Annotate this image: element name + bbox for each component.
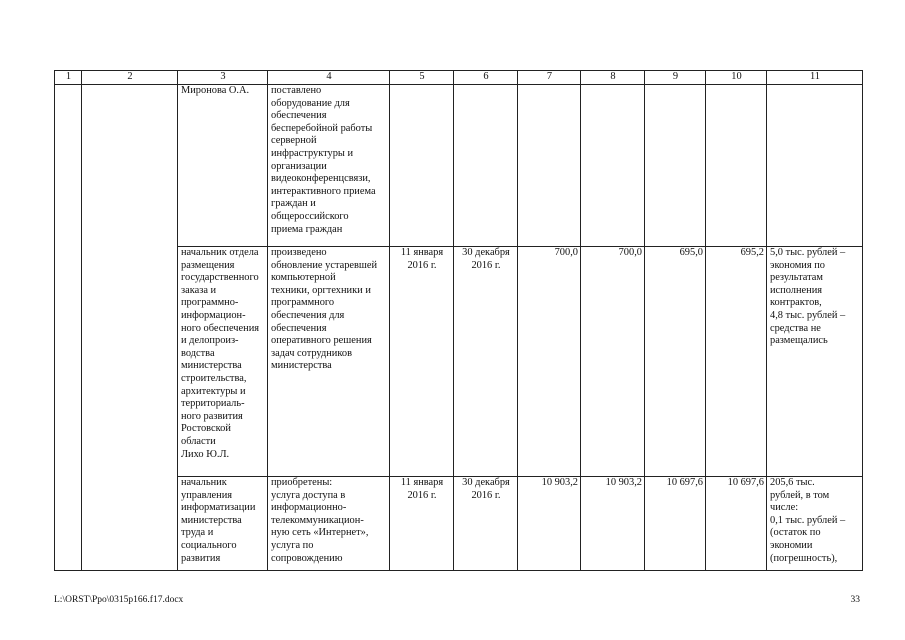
cell-result: поставлено оборудование для обеспечения бесперебойной работы серверной инфраструктуры и организации видеоконференцсвязи, интерактивного приема граждан и общероссийского приема граждан [268, 85, 390, 247]
cell-start-date: 11 января 2016 г. [390, 477, 454, 571]
cell-end-date [454, 85, 518, 247]
header-col-3: 3 [178, 71, 268, 85]
report-table [54, 70, 863, 571]
footer-page-number: 33 [850, 595, 860, 605]
cell-col-7 [518, 85, 581, 247]
cell-note: 205,6 тыс. рублей, в том числе: 0,1 тыс. рублей – (остаток по экономии (погрешность), [767, 477, 863, 571]
header-col-7: 7 [518, 71, 581, 85]
cell-col-10: 10 697,6 [706, 477, 767, 571]
header-col-5: 5 [390, 71, 454, 85]
cell-end-date: 30 декабря 2016 г. [454, 247, 518, 477]
cell-end-date: 30 декабря 2016 г. [454, 477, 518, 571]
cell-col-9 [645, 85, 706, 247]
cell-col-8: 10 903,2 [581, 477, 645, 571]
cell-col-9: 10 697,6 [645, 477, 706, 571]
cell-start-date: 11 января 2016 г. [390, 247, 454, 477]
cell-responsible: начальник отдела размещения государственного заказа и программно- информацион- ного обеспечения и делопроиз- водства министерства строительства, архитектуры и территориаль- ного развития Ростовской области Лихо Ю.Л. [178, 247, 268, 477]
cell-col-2-merged [82, 85, 178, 571]
cell-result: произведено обновление устаревшей компьютерной техники, оргтехники и программного обеспечения для обеспечения оперативного решения задач сотрудников министерства [268, 247, 390, 477]
header-row [55, 71, 863, 85]
cell-col-1-merged [55, 85, 82, 571]
cell-result: приобретены: услуга доступа в информационно- телекоммуникацион- ную сеть «Интернет», услуга по сопровождению [268, 477, 390, 571]
header-col-6: 6 [454, 71, 518, 85]
header-col-1: 1 [55, 71, 82, 85]
table-row [55, 85, 863, 247]
cell-col-8 [581, 85, 645, 247]
cell-col-7: 700,0 [518, 247, 581, 477]
footer-file-path: L:\ORST\Ppo\0315p166.f17.docx [54, 595, 184, 605]
cell-col-8: 700,0 [581, 247, 645, 477]
header-col-2: 2 [82, 71, 178, 85]
cell-responsible: Миронова О.А. [178, 85, 268, 247]
cell-note: 5,0 тыс. рублей – экономия по результатам исполнения контрактов, 4,8 тыс. рублей – средства не размещались [767, 247, 863, 477]
header-col-11: 11 [767, 71, 863, 85]
cell-start-date [390, 85, 454, 247]
cell-col-9: 695,0 [645, 247, 706, 477]
header-col-9: 9 [645, 71, 706, 85]
cell-note [767, 85, 863, 247]
header-col-10: 10 [706, 71, 767, 85]
header-col-4: 4 [268, 71, 390, 85]
cell-col-7: 10 903,2 [518, 477, 581, 571]
cell-responsible: начальник управления информатизации министерства труда и социального развития [178, 477, 268, 571]
cell-col-10: 695,2 [706, 247, 767, 477]
header-col-8: 8 [581, 71, 645, 85]
cell-col-10 [706, 85, 767, 247]
